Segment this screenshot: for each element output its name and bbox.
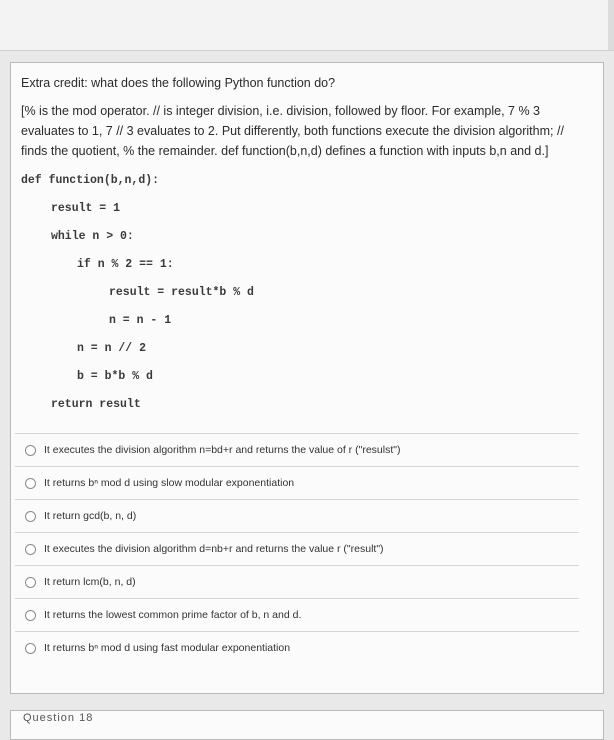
radio-button[interactable] bbox=[25, 478, 36, 489]
answer-options bbox=[15, 433, 579, 664]
radio-button[interactable] bbox=[25, 577, 36, 588]
code-line: def function(b,n,d): bbox=[21, 174, 160, 187]
code-line: n = n - 1 bbox=[109, 314, 172, 327]
answer-option[interactable] bbox=[15, 433, 579, 466]
code-line: if n % 2 == 1: bbox=[77, 258, 174, 271]
question-card bbox=[10, 62, 604, 694]
radio-button[interactable] bbox=[25, 643, 36, 654]
answer-option[interactable] bbox=[15, 499, 579, 532]
radio-button[interactable] bbox=[25, 544, 36, 555]
answer-option-label: It return lcm(b, n, d) bbox=[44, 576, 136, 588]
question-body: [% is the mod operator. // is integer division, i.e. division, followed by floor. For example, 7 % 3 evaluates to 1, 7 // 3 evaluates to 2. Put differently, both functions execute the division algorithm; // finds the quotient, % the remainder. def function(b,n,d) defines a function with inputs b,n and d.] bbox=[21, 104, 564, 158]
previous-question-card bbox=[0, 0, 614, 51]
answer-option-label: It returns the lowest common prime factor of b, n and d. bbox=[44, 609, 302, 621]
code-line: result = 1 bbox=[51, 202, 121, 215]
scroll-edge bbox=[608, 0, 614, 50]
answer-option-label: It returns bⁿ mod d using fast modular exponentiation bbox=[44, 642, 291, 654]
answer-option[interactable] bbox=[15, 598, 579, 631]
code-line: b = b*b % d bbox=[77, 370, 153, 383]
answer-option-label: It executes the division algorithm d=nb+r and returns the value r ("result") bbox=[44, 543, 384, 555]
radio-button[interactable] bbox=[25, 511, 36, 522]
answer-option[interactable] bbox=[15, 532, 579, 565]
code-line: while n > 0: bbox=[51, 230, 134, 243]
answer-option-label: It executes the division algorithm n=bd+r and returns the value of r ("resulst") bbox=[44, 444, 401, 456]
radio-button[interactable] bbox=[25, 610, 36, 621]
answer-option-label: It return gcd(b, n, d) bbox=[44, 510, 137, 522]
code-line: result = result*b % d bbox=[109, 286, 254, 299]
question-text-block bbox=[21, 73, 581, 161]
radio-button[interactable] bbox=[25, 445, 36, 456]
code-line: n = n // 2 bbox=[77, 342, 147, 355]
next-question-card bbox=[10, 710, 604, 740]
answer-option-label: It returns bⁿ mod d using slow modular exponentiation bbox=[44, 477, 295, 489]
next-question-label: Question 18 bbox=[23, 712, 94, 724]
answer-option[interactable] bbox=[15, 565, 579, 598]
answer-option[interactable] bbox=[15, 466, 579, 499]
question-title: Extra credit: what does the following Python function do? bbox=[21, 76, 336, 90]
code-line: return result bbox=[51, 398, 141, 411]
answer-option[interactable] bbox=[15, 631, 579, 664]
